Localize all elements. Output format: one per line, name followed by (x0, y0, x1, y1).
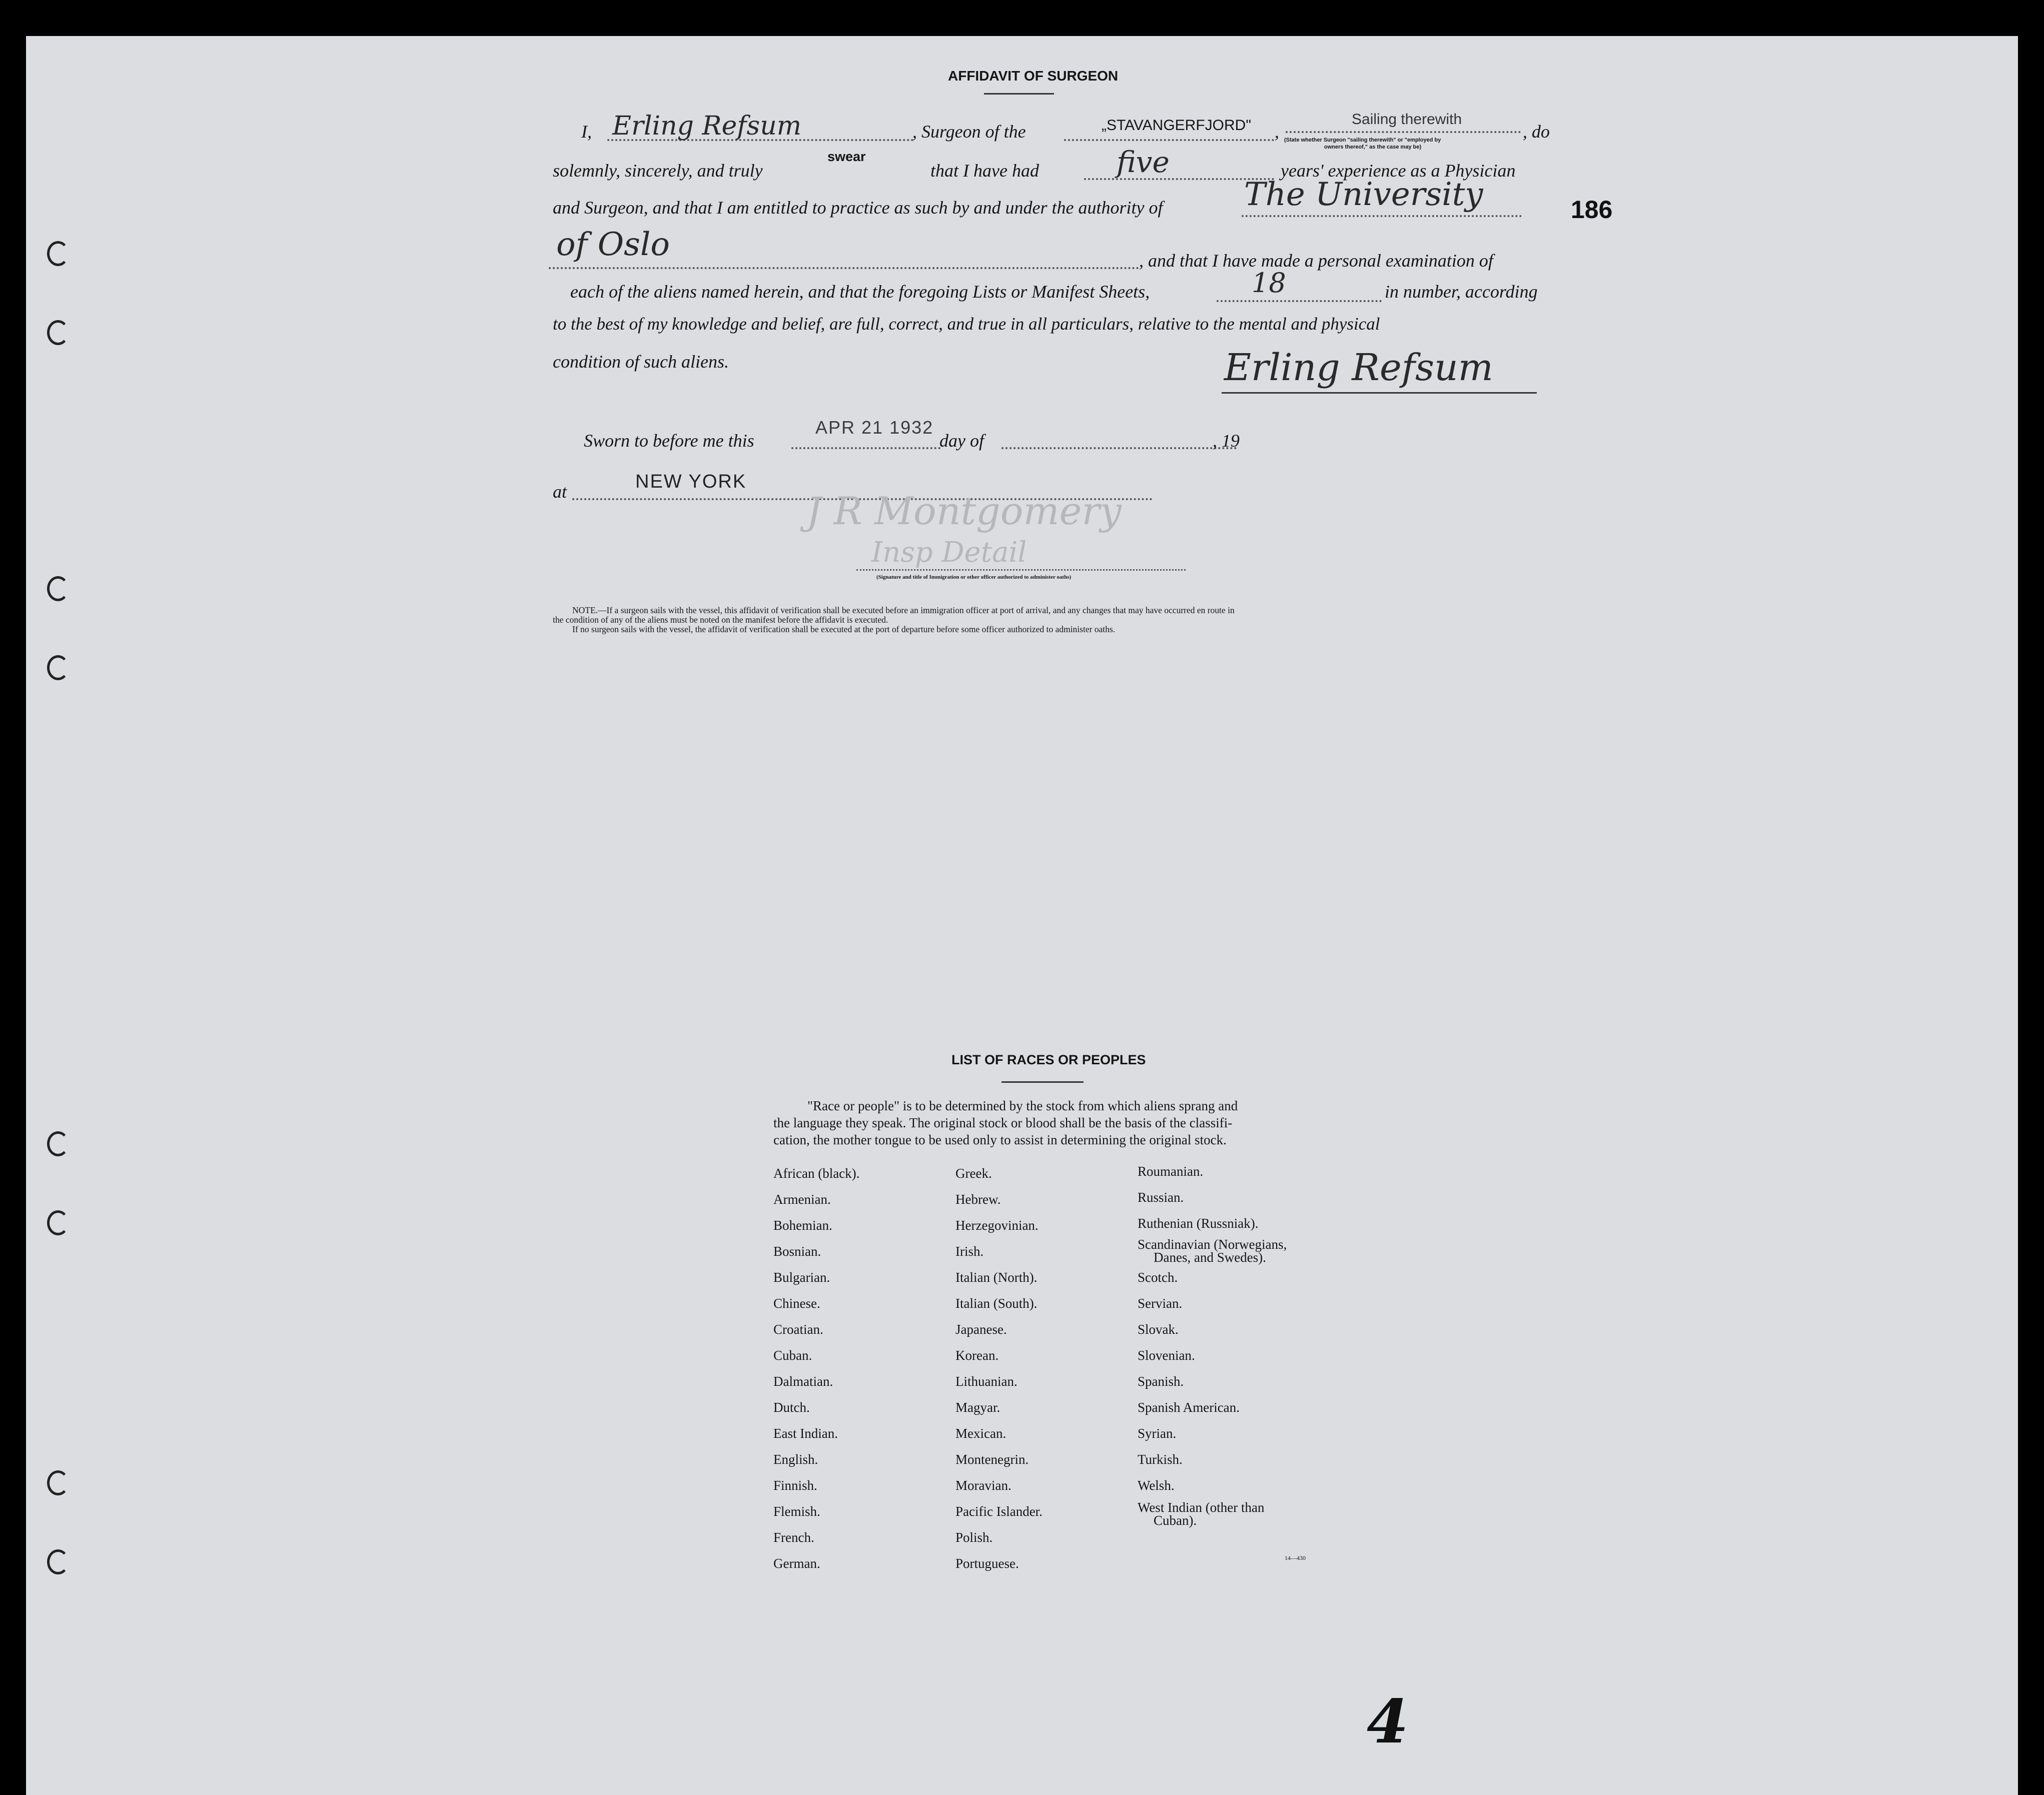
authority-value: The University (1244, 176, 1483, 213)
race-item: Russian. (1138, 1190, 1184, 1205)
race-item: Herzegovinian. (955, 1218, 1039, 1233)
race-item: Chinese. (773, 1296, 820, 1311)
line4-text: , and that I have made a personal examination of (1139, 251, 1493, 271)
race-item: Slovenian. (1138, 1348, 1195, 1363)
note-line-2: the condition of any of the aliens must be noted on the manifest before the affidavit is executed. (553, 615, 888, 625)
years-value: five (1117, 145, 1170, 179)
race-item: Magyar. (955, 1400, 1000, 1415)
race-item: Welsh. (1138, 1478, 1175, 1493)
punch-hole (47, 1210, 69, 1235)
race-item: Roumanian. (1138, 1164, 1204, 1179)
sworn-label: Sworn to before me this (584, 431, 754, 451)
line1-i: I, (581, 122, 592, 142)
race-item: West Indian (other than (1138, 1500, 1265, 1515)
race-item: Spanish American. (1138, 1400, 1240, 1415)
race-item: Spanish. (1138, 1374, 1184, 1389)
race-item: Portuguese. (955, 1556, 1019, 1571)
officer-title: Insp Detail (871, 536, 1027, 569)
date-stamp: APR 21 1932 (815, 417, 934, 438)
race-item: Pacific Islander. (955, 1504, 1043, 1519)
line2-have-had: that I have had (930, 161, 1039, 181)
race-item: Mexican. (955, 1426, 1006, 1441)
punch-hole (47, 655, 69, 680)
race-item: Greek. (955, 1166, 992, 1181)
race-item: Slovak. (1138, 1322, 1179, 1337)
punch-hole (47, 1470, 69, 1495)
race-item: Syrian. (1138, 1426, 1177, 1441)
line2-experience: years' experience as a Physician (1281, 161, 1516, 181)
authority-cont: of Oslo (556, 226, 670, 263)
race-item: Japanese. (955, 1322, 1007, 1337)
race-item: African (black). (773, 1166, 860, 1181)
race-item: Turkish. (1138, 1452, 1183, 1467)
race-item: English. (773, 1452, 818, 1467)
races-title-rule (1001, 1081, 1084, 1083)
form-number: 14—430 (1285, 1554, 1306, 1561)
race-item: Danes, and Swedes). (1154, 1250, 1266, 1265)
race-item: Bohemian. (773, 1218, 832, 1233)
races-intro-2: the language they speak. The original stock or blood shall be the basis of the classifi- (773, 1115, 1233, 1130)
manifest-sheet (26, 36, 2018, 1795)
line6-text: to the best of my knowledge and belief, are full, correct, and true in all particulars, relative to the mental and physical (553, 314, 1380, 334)
race-item: Cuban). (1154, 1513, 1197, 1528)
line3-text: and Surgeon, and that I am entitled to practice as such by and under the authority of (553, 198, 1163, 218)
signature-rule (1222, 392, 1537, 394)
sheets-value: 18 (1252, 267, 1286, 299)
surgeon-of-label: , Surgeon of the (912, 122, 1026, 142)
line1-comma: , (1275, 122, 1279, 142)
officer-line (856, 569, 1186, 571)
line2-solemnly: solemnly, sincerely, and truly (553, 161, 763, 181)
race-item: Servian. (1138, 1296, 1183, 1311)
line1-do: , do (1523, 122, 1550, 142)
race-item: Dalmatian. (773, 1374, 833, 1389)
note-line-3: If no surgeon sails with the vessel, the affidavit of verification shall be executed at the port of departure before some officer authorized to administer oaths. (572, 624, 1116, 634)
title-rule (984, 93, 1054, 95)
race-item: Bosnian. (773, 1244, 821, 1259)
note-line-1: NOTE.—If a surgeon sails with the vessel, this affidavit of verification shall be executed before an immigration officer at port of arrival, and any changes that may have occurred en route in (572, 605, 1235, 615)
race-item: Hebrew. (955, 1192, 1001, 1207)
affidavit-title: AFFIDAVIT OF SURGEON (948, 68, 1119, 84)
race-item: East Indian. (773, 1426, 838, 1441)
punch-hole (47, 320, 69, 345)
oath-word: swear (827, 149, 866, 164)
races-intro-1: "Race or people" is to be determined by the stock from which aliens sprang and (807, 1098, 1238, 1113)
status-note: (State whether Surgeon "sailing therewith" or "employed by (1284, 137, 1441, 143)
race-item: Scandinavian (Norwegians, (1138, 1237, 1287, 1252)
page-number: 186 (1571, 196, 1613, 224)
status-note: owners thereof," as the case may be) (1324, 144, 1422, 150)
punch-hole (47, 1549, 69, 1574)
surgeon-name: Erling Refsum (612, 111, 802, 141)
at-label: at (553, 482, 567, 502)
line7-text: condition of such aliens. (553, 352, 729, 372)
race-item: Scotch. (1138, 1270, 1178, 1285)
surgeon-signature: Erling Refsum (1224, 346, 1493, 389)
race-item: Irish. (955, 1244, 984, 1259)
race-item: Italian (North). (955, 1270, 1038, 1285)
race-item: Ruthenian (Russniak). (1138, 1216, 1259, 1231)
race-item: Dutch. (773, 1400, 810, 1415)
race-item: Moravian. (955, 1478, 1011, 1493)
race-item: Korean. (955, 1348, 999, 1363)
race-item: French. (773, 1530, 814, 1545)
day-of-label: day of (939, 431, 984, 451)
race-item: Italian (South). (955, 1296, 1038, 1311)
vessel-line (1064, 139, 1274, 141)
officer-signature: J R Montgomery (806, 489, 1122, 533)
race-item: Flemish. (773, 1504, 820, 1519)
status-line (1286, 131, 1521, 133)
authority-cont-line (549, 267, 1139, 269)
officer-caption: (Signature and title of Immigration or other officer authorized to administer oaths) (876, 574, 1072, 580)
year-prefix: , 19 (1213, 431, 1240, 451)
line5-in-number: in number, according (1385, 282, 1538, 302)
race-item: Montenegrin. (955, 1452, 1029, 1467)
race-item: Lithuanian. (955, 1374, 1017, 1389)
races-intro-3: cation, the mother tongue to be used only to assist in determining the original stock. (773, 1132, 1227, 1147)
month-line (1001, 447, 1237, 449)
authority-line (1242, 215, 1522, 217)
punch-hole (47, 241, 69, 266)
punch-hole (47, 576, 69, 601)
races-title: LIST OF RACES OR PEOPLES (951, 1052, 1146, 1067)
race-item: Bulgarian. (773, 1270, 830, 1285)
sheets-line (1217, 300, 1382, 302)
race-item: Cuban. (773, 1348, 812, 1363)
sworn-date-line (791, 447, 940, 449)
race-item: German. (773, 1556, 820, 1571)
race-item: Armenian. (773, 1192, 831, 1207)
sworn-place: NEW YORK (635, 471, 747, 492)
punch-hole (47, 1131, 69, 1156)
race-item: Croatian. (773, 1322, 823, 1337)
race-item: Polish. (955, 1530, 993, 1545)
corner-mark: 4 (1367, 1686, 1409, 1757)
vessel-name: „STAVANGERFJORD" (1102, 117, 1251, 134)
surgeon-status: Sailing therewith (1352, 111, 1462, 128)
line5-text: each of the aliens named herein, and that the foregoing Lists or Manifest Sheets, (570, 282, 1150, 302)
race-item: Finnish. (773, 1478, 817, 1493)
